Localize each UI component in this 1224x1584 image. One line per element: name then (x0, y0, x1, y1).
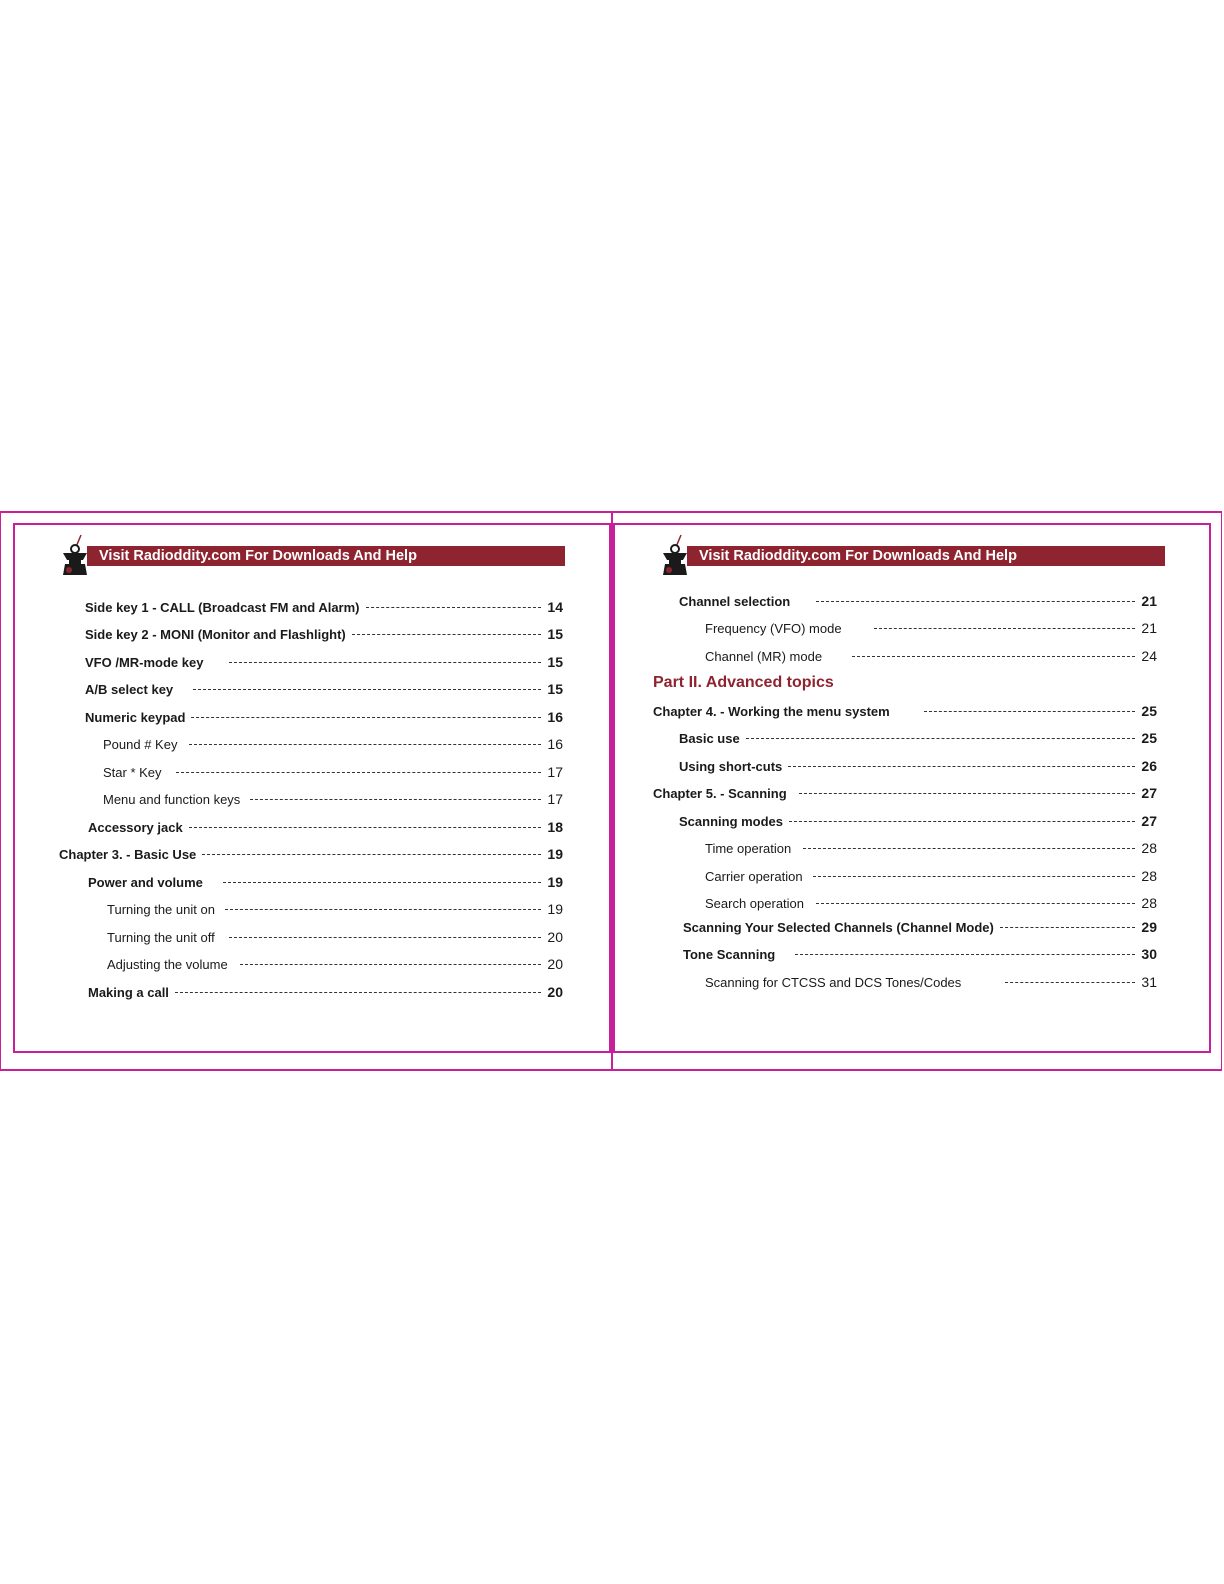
toc-entry-page: 25 (1141, 730, 1157, 746)
toc-entry[interactable] (705, 974, 1157, 992)
toc-entry-page: 20 (547, 984, 563, 1000)
toc-entry[interactable] (85, 626, 563, 644)
toc-entry-label: Turning the unit on (107, 902, 215, 917)
toc-entry-page: 14 (547, 599, 563, 615)
toc-entry-label: Making a call (88, 985, 169, 1000)
leader-dots (789, 821, 1135, 822)
toc-entry-label: Basic use (679, 731, 740, 746)
leader-dots (193, 689, 541, 690)
leader-dots (816, 903, 1135, 904)
toc-entry-page: 28 (1141, 895, 1157, 911)
toc-entry[interactable] (679, 758, 1157, 776)
toc-entry-label: Side key 2 - MONI (Monitor and Flashlight) (85, 627, 346, 642)
leader-dots (803, 848, 1135, 849)
toc-entry[interactable] (679, 730, 1157, 748)
leader-dots (240, 964, 541, 965)
toc-entry[interactable] (88, 874, 563, 892)
toc-entry-page: 20 (547, 956, 563, 972)
toc-entry[interactable] (107, 929, 563, 947)
toc-entry-label: Tone Scanning (683, 947, 776, 962)
toc-entry-label: Search operation (705, 896, 805, 911)
toc-entry[interactable] (107, 901, 563, 919)
toc-entry-label: Accessory jack (88, 820, 183, 835)
toc-entry-page: 31 (1141, 974, 1157, 990)
toc-entry-label: Adjusting the volume (107, 957, 228, 972)
toc-entry-page: 27 (1141, 785, 1157, 801)
left-page (13, 523, 611, 1053)
leader-dots (799, 793, 1135, 794)
toc-entry-page: 19 (547, 846, 563, 862)
leader-dots (223, 882, 541, 883)
toc-entry[interactable] (85, 681, 563, 699)
leader-dots (229, 937, 541, 938)
leader-dots (1000, 927, 1135, 928)
toc-entry-page: 15 (547, 626, 563, 642)
banner-text: Visit Radioddity.com For Downloads And Help (687, 546, 1165, 566)
toc-entry[interactable] (103, 764, 563, 782)
toc-entry[interactable] (103, 791, 563, 809)
leader-dots (852, 656, 1135, 657)
toc-entry-page: 29 (1141, 919, 1157, 935)
toc-entry-page: 28 (1141, 868, 1157, 884)
leader-dots (874, 628, 1135, 629)
leader-dots (1005, 982, 1135, 983)
toc-entry-page: 17 (547, 764, 563, 780)
toc-entry[interactable] (59, 846, 563, 864)
leader-dots (366, 607, 541, 608)
right-toc (615, 525, 1209, 1051)
toc-entry[interactable] (705, 868, 1157, 886)
toc-entry[interactable] (653, 703, 1157, 721)
toc-entry[interactable] (705, 895, 1157, 913)
toc-entry-page: 26 (1141, 758, 1157, 774)
toc-entry[interactable] (705, 840, 1157, 858)
book-spread (0, 511, 1222, 1071)
leader-dots (924, 711, 1135, 712)
toc-entry-label: Side key 1 - CALL (Broadcast FM and Alarm) (85, 600, 360, 615)
left-toc (15, 525, 609, 1051)
toc-entry-label: Channel (MR) mode (705, 649, 823, 664)
toc-entry-label: Chapter 5. - Scanning (653, 786, 787, 801)
toc-entry-label: Chapter 3. - Basic Use (59, 847, 197, 862)
toc-entry[interactable] (653, 785, 1157, 803)
toc-entry[interactable] (103, 736, 563, 754)
toc-entry-label: Scanning for CTCSS and DCS Tones/Codes (705, 975, 962, 990)
toc-entry-page: 24 (1141, 648, 1157, 664)
toc-entry[interactable] (679, 813, 1157, 831)
leader-dots (189, 827, 541, 828)
toc-entry-page: 21 (1141, 620, 1157, 636)
leader-dots (229, 662, 541, 663)
toc-entry[interactable] (88, 984, 563, 1002)
toc-entry-label: Carrier operation (705, 869, 803, 884)
toc-entry-page: 28 (1141, 840, 1157, 856)
toc-entry-label: Numeric keypad (85, 710, 186, 725)
leader-dots (788, 766, 1135, 767)
toc-entry-page: 18 (547, 819, 563, 835)
toc-entry-page: 30 (1141, 946, 1157, 962)
toc-entry-page: 15 (547, 681, 563, 697)
leader-dots (189, 744, 541, 745)
toc-entry-label: VFO /MR-mode key (85, 655, 204, 670)
leader-dots (352, 634, 541, 635)
toc-entry-page: 21 (1141, 593, 1157, 609)
toc-entry-label: Star * Key (103, 765, 162, 780)
toc-entry-label: Pound # Key (103, 737, 178, 752)
toc-entry-label: Menu and function keys (103, 792, 241, 807)
toc-entry-page: 15 (547, 654, 563, 670)
toc-entry-page: 19 (547, 901, 563, 917)
leader-dots (225, 909, 541, 910)
toc-entry-page: 17 (547, 791, 563, 807)
toc-entry-label: Channel selection (679, 594, 791, 609)
toc-entry[interactable] (679, 593, 1157, 611)
leader-dots (816, 601, 1135, 602)
toc-entry-page: 25 (1141, 703, 1157, 719)
toc-entry-label: Scanning Your Selected Channels (Channel Mode) (683, 920, 994, 935)
toc-entry-page: 27 (1141, 813, 1157, 829)
toc-entry-label: Turning the unit off (107, 930, 215, 945)
toc-entry-page: 16 (547, 709, 563, 725)
leader-dots (202, 854, 541, 855)
toc-entry-label: Chapter 4. - Working the menu system (653, 704, 890, 719)
toc-entry[interactable] (88, 819, 563, 837)
leader-dots (191, 717, 541, 718)
toc-entry-page: 19 (547, 874, 563, 890)
leader-dots (795, 954, 1135, 955)
toc-entry[interactable] (85, 654, 563, 672)
leader-dots (813, 876, 1135, 877)
toc-entry-label: Time operation (705, 841, 792, 856)
leader-dots (250, 799, 541, 800)
banner-text: Visit Radioddity.com For Downloads And Help (87, 546, 565, 566)
toc-entry[interactable] (705, 620, 1157, 638)
toc-entry[interactable] (107, 956, 563, 974)
toc-entry-page: 20 (547, 929, 563, 945)
toc-entry-page: 16 (547, 736, 563, 752)
toc-entry[interactable] (85, 599, 563, 617)
part-heading: Part II. Advanced topics (653, 674, 834, 691)
toc-entry-label: Power and volume (88, 875, 203, 890)
leader-dots (746, 738, 1135, 739)
right-page (613, 523, 1211, 1053)
toc-entry[interactable] (705, 648, 1157, 666)
toc-entry-label: A/B select key (85, 682, 174, 697)
toc-entry-label: Scanning modes (679, 814, 784, 829)
toc-entry[interactable] (683, 919, 1157, 937)
leader-dots (175, 992, 541, 993)
toc-entry-label: Using short-cuts (679, 759, 783, 774)
toc-entry-label: Frequency (VFO) mode (705, 621, 842, 636)
leader-dots (176, 772, 541, 773)
toc-entry[interactable] (85, 709, 563, 727)
toc-entry[interactable] (683, 946, 1157, 964)
